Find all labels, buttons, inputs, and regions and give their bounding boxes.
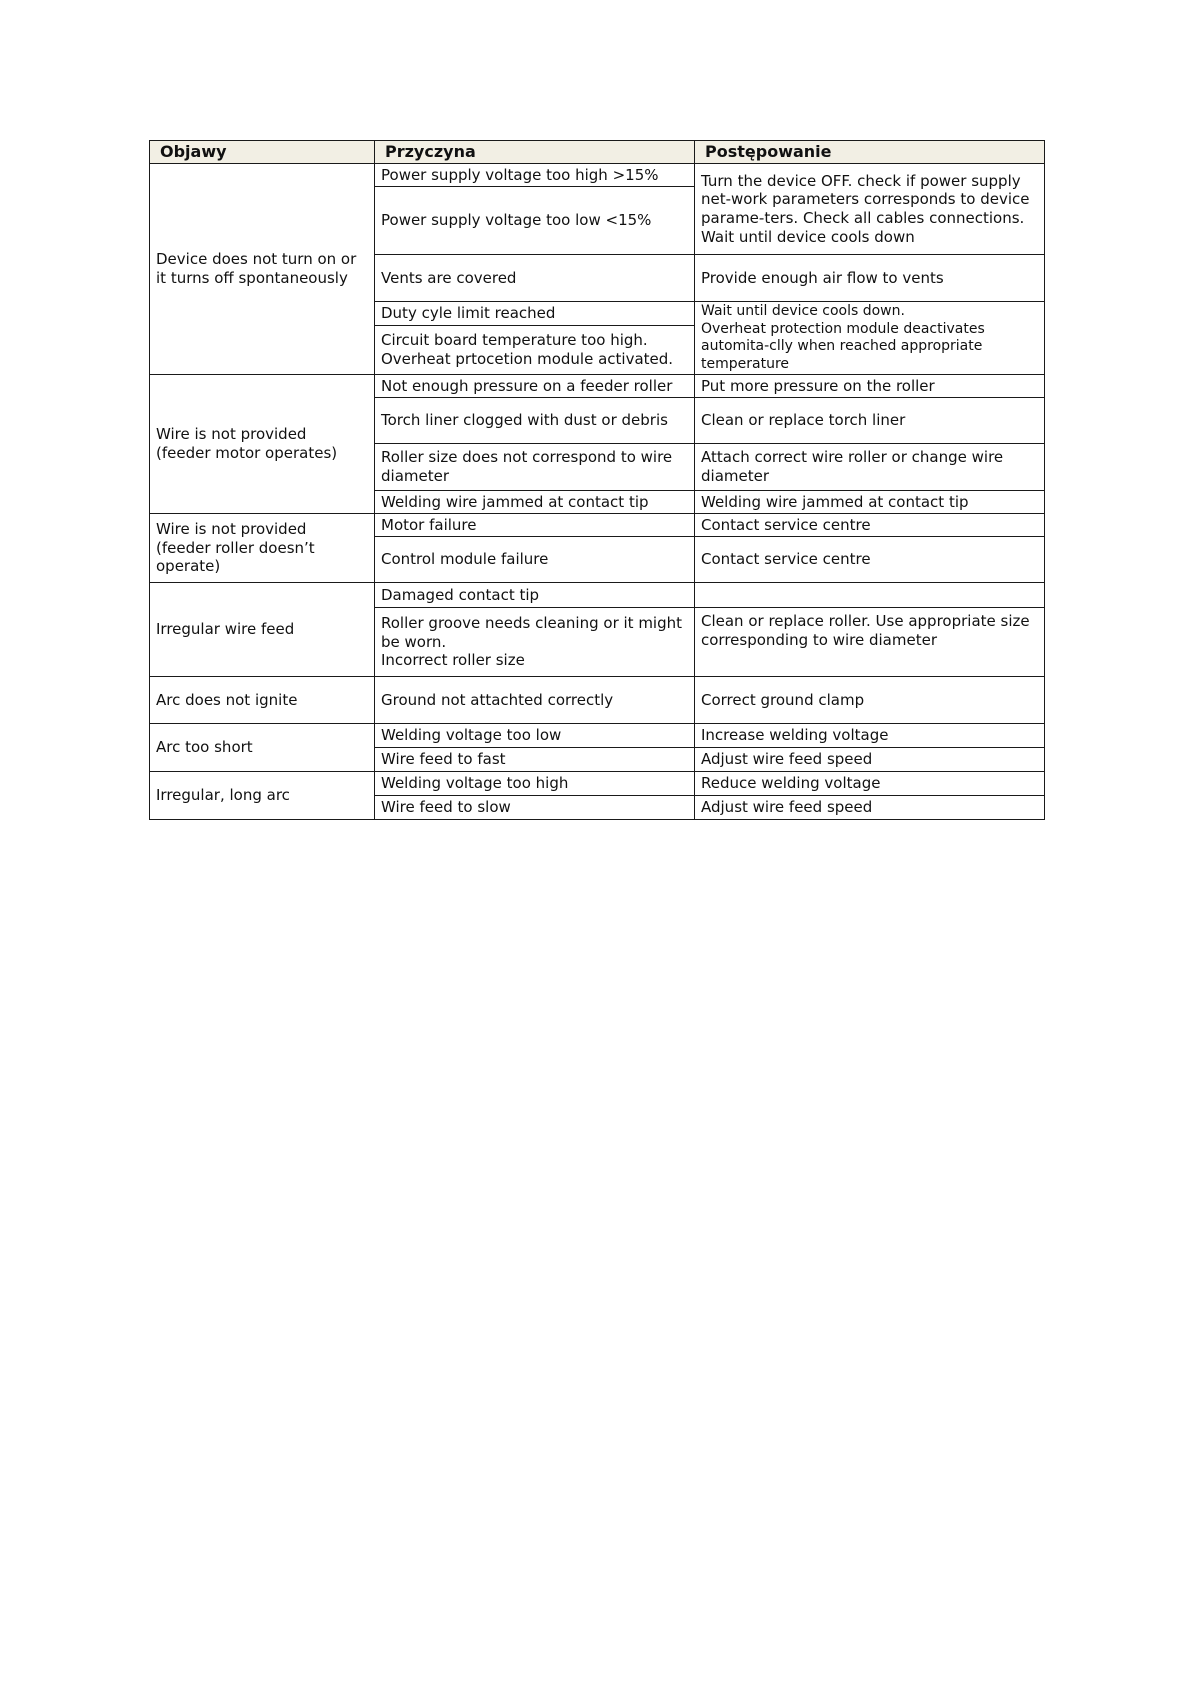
action-cell: Increase welding voltage [695, 724, 1045, 748]
symptom-cell: Arc too short [150, 724, 375, 772]
table-row [150, 724, 1045, 748]
cause-cell: Welding wire jammed at contact tip [375, 491, 695, 514]
cause-cell: Roller size does not correspond to wire diameter [375, 444, 695, 491]
header-cause: Przyczyna [375, 141, 695, 164]
table-row [150, 677, 1045, 724]
symptom-cell: Wire is not provided (feeder motor operates) [150, 375, 375, 514]
cause-cell: Circuit board temperature too high. Overheat prtocetion module activated. [375, 325, 695, 374]
cause-cell: Wire feed to fast [375, 748, 695, 772]
action-cell: Provide enough air flow to vents [695, 255, 1045, 302]
cause-cell: Not enough pressure on a feeder roller [375, 375, 695, 398]
action-cell: Adjust wire feed speed [695, 796, 1045, 820]
cause-cell: Motor failure [375, 514, 695, 537]
table-row [150, 583, 1045, 608]
action-cell: Welding wire jammed at contact tip [695, 491, 1045, 514]
cause-cell: Control module failure [375, 537, 695, 583]
header-symptoms: Objawy [150, 141, 375, 164]
action-cell: Put more pressure on the roller [695, 375, 1045, 398]
table-header-row [150, 141, 1045, 164]
troubleshooting-table [149, 140, 1045, 820]
table-row [150, 164, 1045, 187]
cause-cell: Ground not attachted correctly [375, 677, 695, 724]
table-row [150, 514, 1045, 537]
action-cell: Clean or replace roller. Use appropriate size corresponding to wire diameter [695, 608, 1045, 677]
header-action: Postępowanie [695, 141, 1045, 164]
action-cell: Correct ground clamp [695, 677, 1045, 724]
symptom-cell: Device does not turn on or it turns off spontaneously [150, 164, 375, 375]
symptom-cell: Arc does not ignite [150, 677, 375, 724]
cause-cell: Roller groove needs cleaning or it might be worn. Incorrect roller size [375, 608, 695, 677]
action-cell: Attach correct wire roller or change wire diameter [695, 444, 1045, 491]
cause-cell: Power supply voltage too low <15% [375, 187, 695, 255]
table-row [150, 375, 1045, 398]
cause-cell: Duty cyle limit reached [375, 302, 695, 326]
cause-cell: Wire feed to slow [375, 796, 695, 820]
symptom-cell: Wire is not provided (feeder roller doesn’t operate) [150, 514, 375, 583]
action-cell [695, 583, 1045, 608]
table-row [150, 772, 1045, 796]
action-cell: Contact service centre [695, 514, 1045, 537]
action-cell: Adjust wire feed speed [695, 748, 1045, 772]
cause-cell: Power supply voltage too high >15% [375, 164, 695, 187]
cause-cell: Torch liner clogged with dust or debris [375, 398, 695, 444]
action-cell: Wait until device cools down. Overheat protection module deactivates automita-clly when reached appropriate temperature [695, 302, 1045, 375]
action-cell: Reduce welding voltage [695, 772, 1045, 796]
cause-cell: Damaged contact tip [375, 583, 695, 608]
cause-cell: Welding voltage too high [375, 772, 695, 796]
cause-cell: Vents are covered [375, 255, 695, 302]
symptom-cell: Irregular, long arc [150, 772, 375, 820]
action-cell: Turn the device OFF. check if power supply net-work parameters corresponds to device parame-ters. Check all cables connections. Wait until device cools down [695, 164, 1045, 255]
cause-cell: Welding voltage too low [375, 724, 695, 748]
action-cell: Contact service centre [695, 537, 1045, 583]
action-cell: Clean or replace torch liner [695, 398, 1045, 444]
symptom-cell: Irregular wire feed [150, 583, 375, 677]
